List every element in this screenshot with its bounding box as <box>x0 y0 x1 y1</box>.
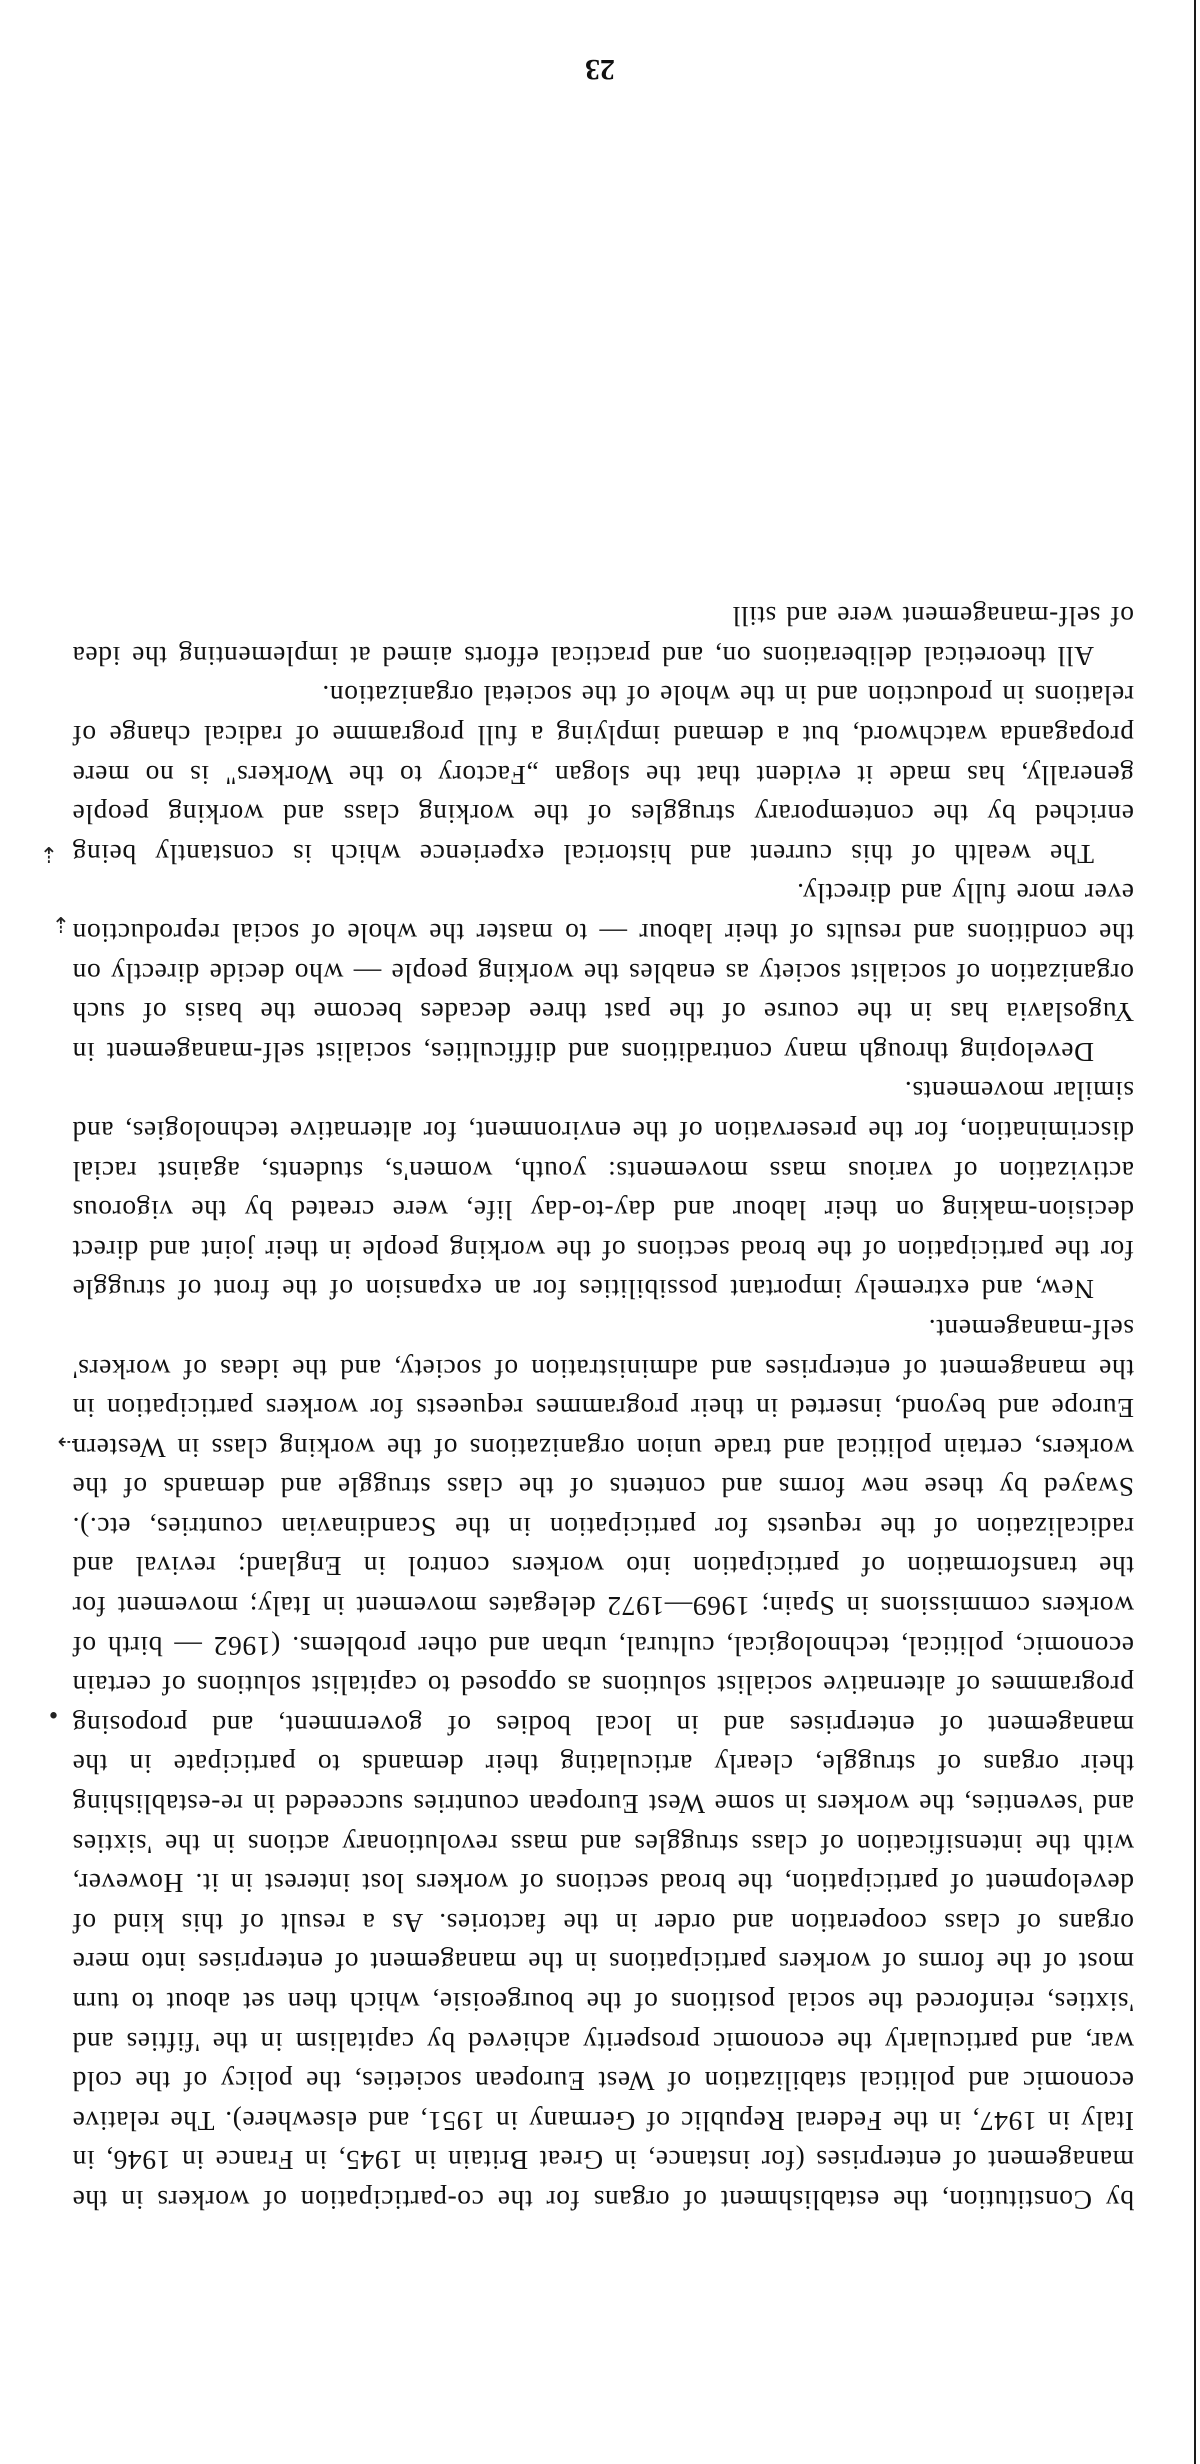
paragraph-5: All theoretical deliberations on, and practical efforts aimed at implementing the idea of self-management were and still <box>72 601 1134 672</box>
margin-mark-2: ⇣ <box>51 911 70 936</box>
page-number: 23 <box>585 53 615 86</box>
margin-mark-4: • <box>47 1701 60 1726</box>
margin-mark-1: ⇣ <box>39 841 58 866</box>
paragraph-4: The wealth of this current and historical experience which is constantly being enriched by the contemporary struggles of the working class and working people generally, has made it evident that the slogan „Factory to the Workers" is no mere propaganda watchword, but a demand implying a full programme of radical change of relations in production and in the whole of the societal organization. <box>72 680 1134 870</box>
margin-mark-3: ⇢ <box>57 1429 76 1454</box>
paragraph-1: by Constitution, the establishment of organs for the co-participation of workers in the management of enterprises (for instance, in Great Britain in 1945, in France in 1946, in Italy in 1947, in the Federal Republic of Germany in 1951, and elsewhere). The relative economic and political stabilization of West European societies, the policy of the cold war, and particularly the economic prosperity achieved by capitalism in the 'fifties and 'sixties, reinforced the social positions of the bourgeoisie, which then set about to turn most of the forms of workers participations in the management of enterprises into mere organs of class cooperation and order in the factories. As a result of this kind of development of participation, the broad sections of workers lost interest in it. However, with the intensification of class struggles and mass revolutionary actions in the 'sixties and 'seventies, the workers in some West European countries succeeded in re-establishing their organs of struggle, clearly articulating their demands to participate in the management of enterprises and in local bodies of government, and proposing programmes of alternative socialist solutions as opposed to capitalist solutions of certain economic, political, technological, cultural, urban and other problems. (1962 — birth of workers commissions in Spain; 1969—1972 delegates movement in Italy; movement for the transformation of participation into workers control in England; revival and radicalization of the requests for participation in the Scandinavian countries, etc.). Swayed by these new forms and contents of the class struggle and demands of the workers, certain political and trade union organizations of the working class in Western Europe and beyond, inserted in their programmes requeests for workers participation in the management of enterprises and administration of society, and the ideas of workers' self-management. <box>72 1313 1134 2216</box>
page-edge-line <box>1194 0 1196 2464</box>
body-text <box>72 597 1134 2220</box>
paragraph-3: Developing through many contraditions and difficulties, socialist self-management in Yugoslavia has in the course of the past three decades become the basis of such organization of socialist society as enables the working people — who decide directly on the conditions and results of their labour — to master the whole of social reproduction ever more fully and directly. <box>72 878 1134 1068</box>
paragraph-2: New, and extremely important possibilities for an expansion of the front of struggle for the participation of the broad sections of the working people in their joint and direct decision-making on their labour and day-to-day life, were created by the vigorous activization of various mass movements: youth, women's, students, against racial discrimination, for the preservation of the environment, for alternative technologies, and similar movements. <box>72 1076 1134 1306</box>
